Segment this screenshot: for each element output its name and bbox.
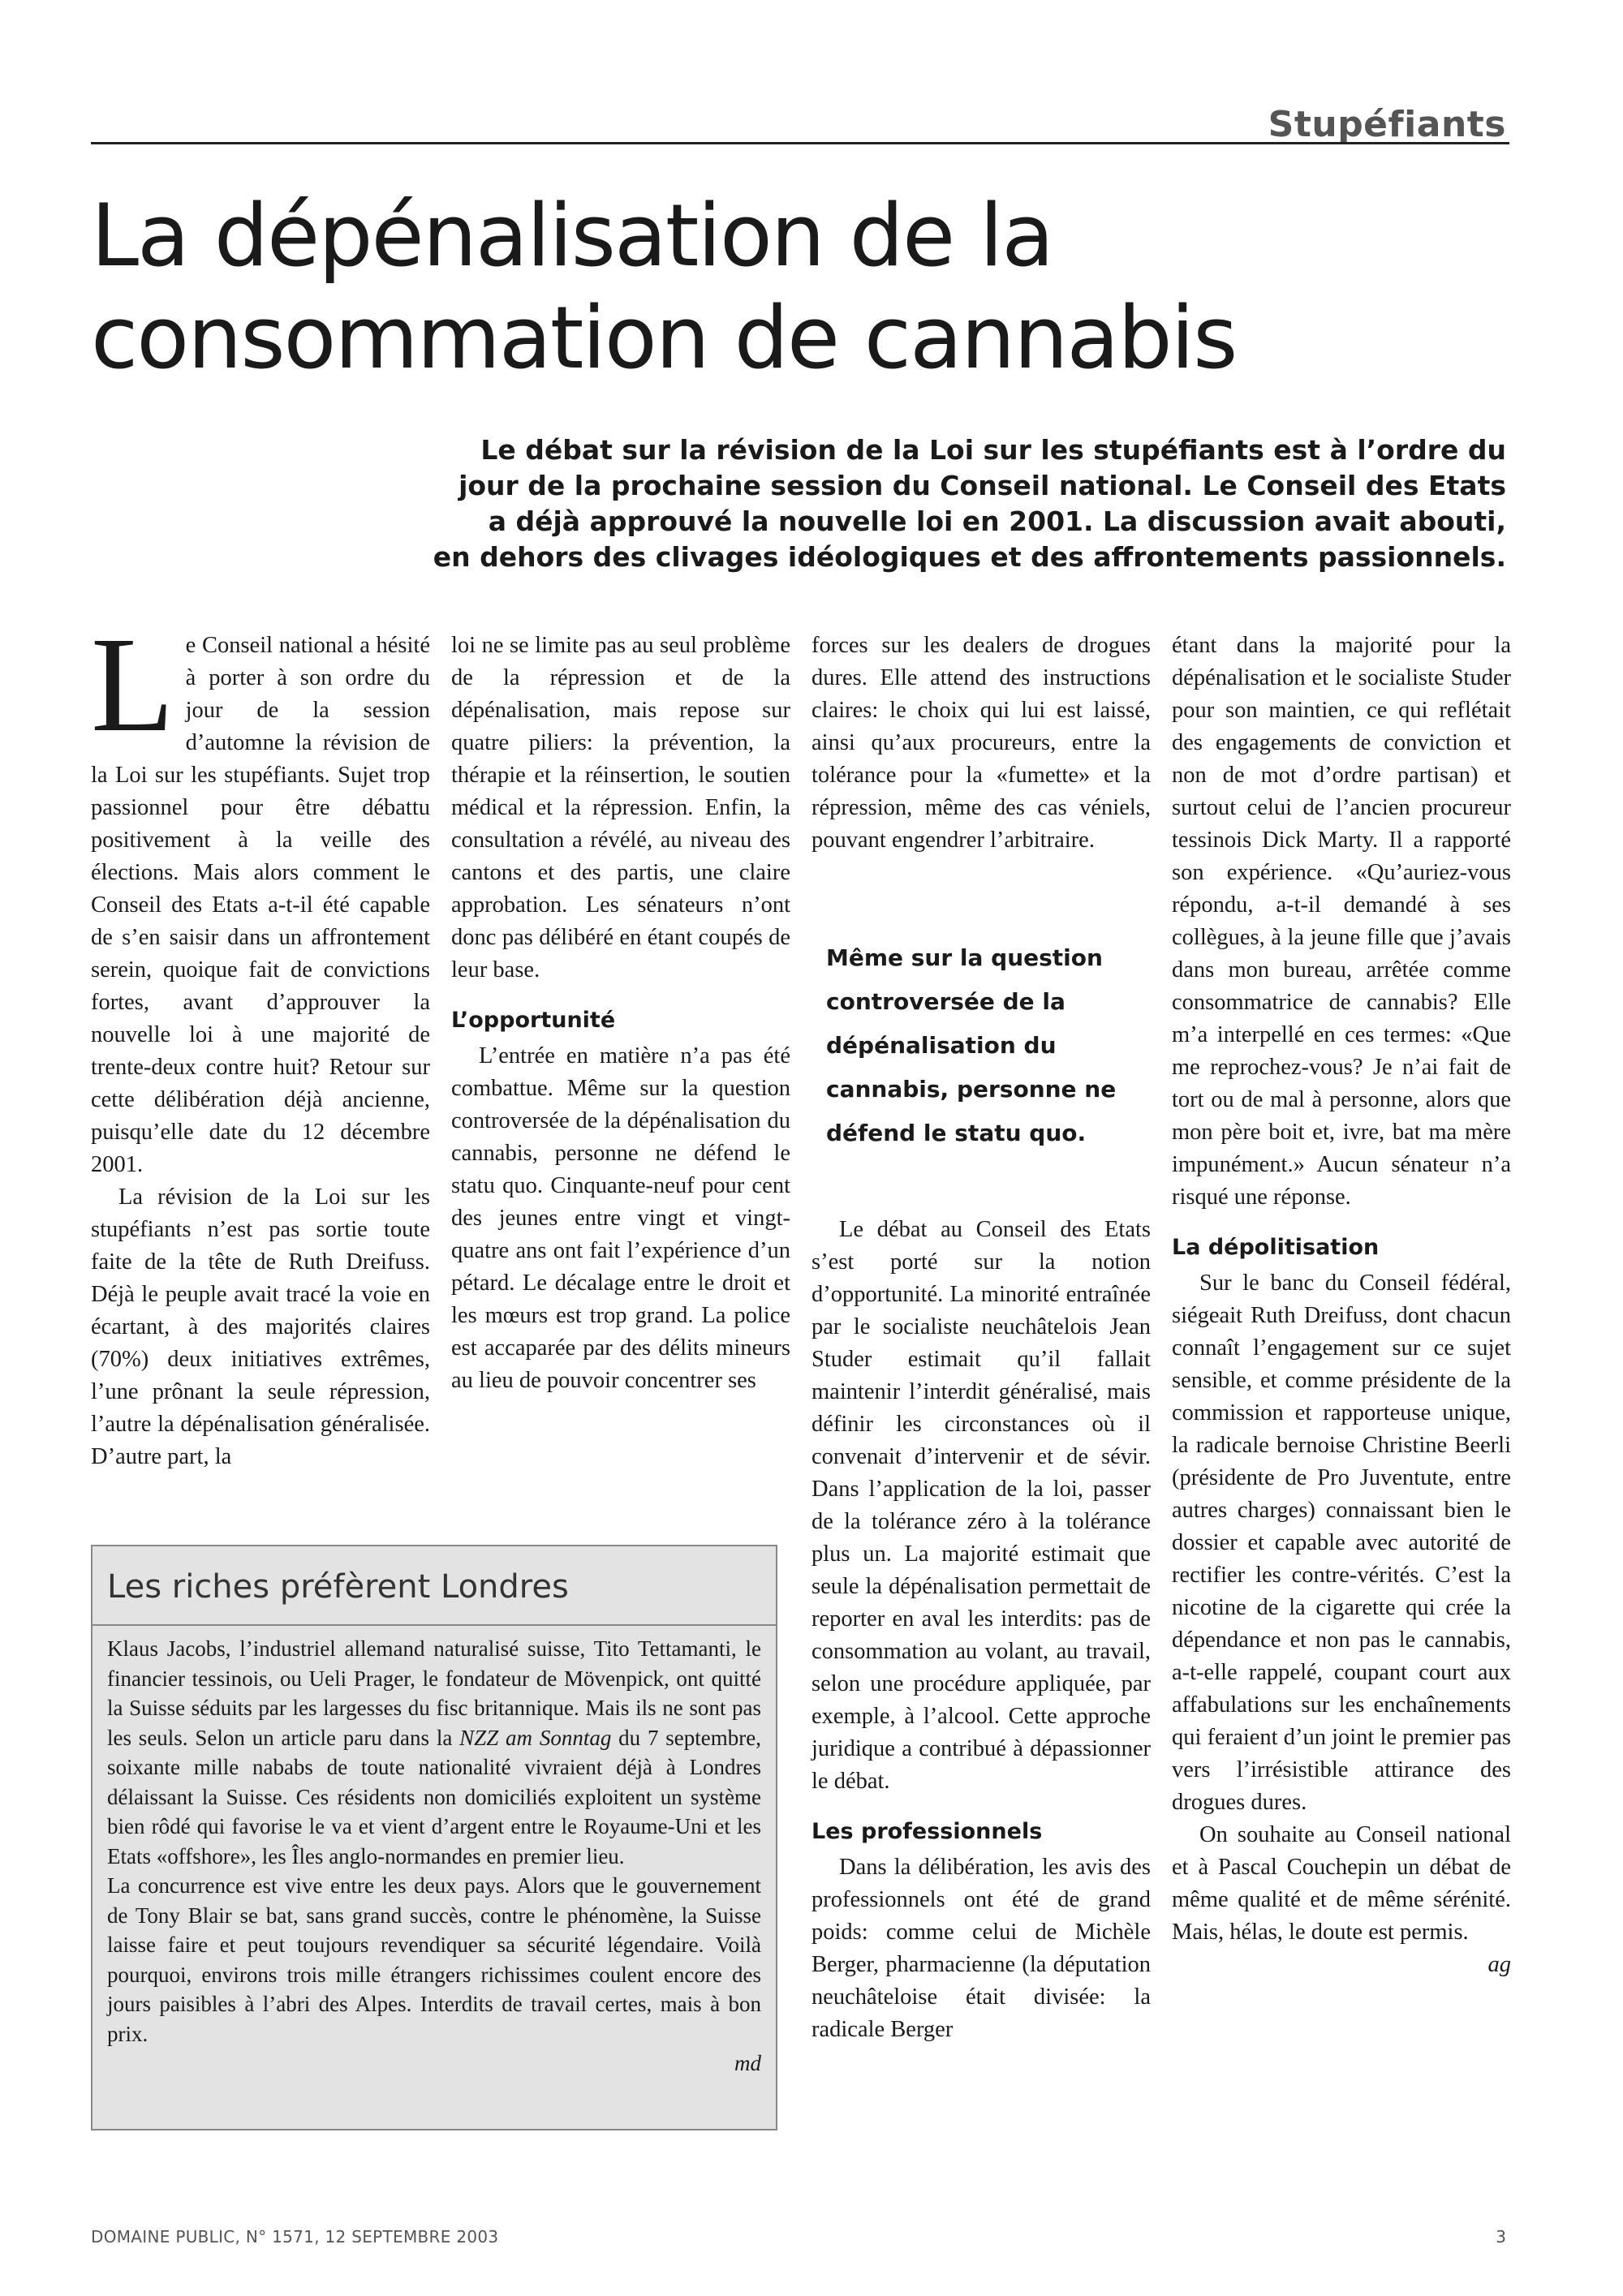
paragraph: e Conseil national a hésité à porter à son ordre du jour de la session d’automne la révision de la Loi sur les stupéfiants. Sujet trop passionnel pour être débattu positivement à la veille des élections. Mais alors comment le Conseil des Etats a-t-il été capable de s’en saisir dans un affrontement serein, quoique fait de convictions fortes, avant d’approuver la nouvelle loi à une majorité de trente-deux contre huit? Retour sur cette délibération déjà ancienne, puisqu’elle date du 12 décembre 2001. (91, 633, 430, 1177)
paragraph: Le débat au Conseil des Etats s’est porté sur la notion d’opportunité. La minorité entraînée par le socialiste neuchâtelois Jean Studer estimait qu’il fallait maintenir l’interdit généralisé, mais définir les circonstances où il convenait d’intervenir et de sévir. Dans l’application de la loi, passer de la tolérance zéro à la tolérance plus un. La majorité estimait que seule la dépénalisation permettait de reporter en aval les interdits: pas de consommation au volant, au travail, selon une procédure appliquée, par exemple, à l’alcool. Cette approche juridique a contribué à dépassionner le débat. (812, 1217, 1151, 1794)
lede-line: Le débat sur la révision de la Loi sur les stupéfiants est à l’ordre du (480, 434, 1506, 466)
paragraph: Dans la délibération, les avis des professionnels ont été de grand poids: comme celui de Michèle Berger, pharmacienne (la députation neuchâteloise était divisée: la radicale Berger (812, 1855, 1151, 2042)
drop-cap: L (91, 609, 174, 760)
paragraph: forces sur les dealers de drogues dures. Elle attend des instructions claires: le choix qui lui est laissé, ainsi qu’aux procureurs, entre la tolérance pour la «fumette» et la répression, même des cas véniels, pouvant engendrer l’arbitraire. (812, 633, 1151, 853)
sidebar-text: Klaus Jacobs, l’industriel allemand naturalisé suisse, Tito Tettamanti, le financier tessinois, ou Ueli Prager, le fondateur de Mövenpick, ont quitté la Suisse séduits par les largesses du fisc britannique. Mais ils ne sont pas les seuls. Selon un article paru dans la (107, 1636, 761, 1750)
header-rule (91, 142, 1509, 144)
paragraph: L’entrée en matière n’a pas été combattue. Même sur la question controversée de la dépénalisation du cannabis, personne ne défend le statu quo. Cinquante-neuf pour cent des jeunes entre vingt et vingt-quatre ans ont fait l’expérience d’un pétard. Le décalage entre le droit et les mœurs est trop grand. La police est accaparée par des délits mineurs au lieu de pouvoir concentrer ses (451, 1043, 790, 1393)
sidebar-text: du 7 septembre, soixante mille nababs de toute nationalité vivraient déjà à Londres délaissant la Suisse. Ces résidents non domiciliés exploitent un système bien rôdé qui favorise le va et vient d’argent entre le Royaume-Uni et les Etats «offshore», les Îles anglo-normandes en premier lieu. (107, 1725, 761, 1868)
source-citation: NZZ am Sonntag (459, 1725, 612, 1750)
subhead-depolitisation: La dépolitisation (1172, 1235, 1380, 1260)
page-number: 3 (1496, 2227, 1506, 2247)
lede-line: jour de la prochaine session du Conseil national. Le Conseil des Etats (458, 470, 1506, 501)
pull-quote: Même sur la question controversée de la dépénalisation du cannabis, personne ne défend le statu quo. (826, 944, 1117, 1146)
article-column-3 (812, 630, 1151, 2046)
publication-footer: DOMAINE PUBLIC, N° 1571, 12 SEPTEMBRE 2003 (91, 2227, 499, 2247)
author-initials: ag (1487, 1952, 1511, 1977)
paragraph (1172, 1819, 1511, 1981)
lede-line: a déjà approuvé la nouvelle loi en 2001. La discussion avait abouti, (488, 505, 1506, 537)
subhead-professionnels: Les professionnels (812, 1819, 1043, 1844)
paragraph: Sur le banc du Conseil fédéral, siégeait Ruth Dreifuss, dont chacun connaît l’engagement sur ce sujet sensible, et comme présidente de la commission et rapporteuse unique, la radicale bernoise Christine Beerli (présidente de Pro Juventute, entre autres charges) connaissant bien le dossier et capable avec autorité de rectifier les contre-vérités. C’est la nicotine de la cigarette qui crée la dépendance et non pas le cannabis, a-t-elle rappelé, coupant court aux affabulations sur les enchaînements qui feraient d’un joint le premier pas vers l’irrésistible attirance des drogues dures. (1172, 1271, 1511, 1815)
sidebar-box (91, 1545, 777, 2130)
article-column-1 (91, 609, 430, 1473)
paragraph: étant dans la majorité pour la dépénalisation et le socialiste Studer pour son maintien, ce qui reflétait des engagements de conviction et non de mot d’ordre partisan) et surtout celui de l’ancien procureur tessinois Dick Marty. Il a rapporté son expérience. «Qu’auriez-vous répondu, a-t-il demandé à ses collègues, à la jeune fille que j’avais dans mon bureau, arrêtée comme consommatrice de cannabis? Elle m’a interpellé en ces termes: «Que me reprochez-vous? Je n’ai fait de tort ou de mal à personne, alors que mon père boit et, ivre, bat ma mère impunément.» Aucun sénateur n’a risqué une réponse. (1172, 633, 1511, 1210)
paragraph: loi ne se limite pas au seul problème de la répression et de la dépénalisation, mais repose sur quatre piliers: la prévention, la thérapie et la réinsertion, le soutien médical et la répression. Enfin, la consultation a révélé, au niveau des cantons et des partis, une claire approbation. Les sénateurs n’ont donc pas délibéré en étant coupés de leur base. (451, 633, 790, 982)
lede-line: en dehors des clivages idéologiques et des affrontements passionnels. (433, 541, 1506, 573)
sidebar-paragraph (107, 1871, 761, 2079)
article-column-4 (1172, 630, 1511, 1981)
sidebar-initials: md (734, 2051, 761, 2075)
sidebar-title: Les riches préfèrent Londres (107, 1568, 569, 1606)
section-label: Stupéfiants (1268, 104, 1506, 145)
sidebar-paragraph (107, 1634, 761, 1871)
subhead-opportunite: L’opportunité (451, 1008, 616, 1033)
article-lede (354, 432, 1506, 575)
paragraph: La révision de la Loi sur les stupéfiants n’est pas sortie toute faite de la tête de Ruth Dreifuss. Déjà le peuple avait tracé la voie en écartant, à des majorités claires (70%) deux initiatives extrêmes, l’une prônant la seule répression, l’autre la dépénalisation généralisée. D’autre part, la (91, 1185, 430, 1469)
paragraph-text: On souhaite au Conseil national et à Pascal Couchepin un débat de même qualité et de même sérénité. Mais, hélas, le doute est permis. (1172, 1822, 1511, 1945)
sidebar-rule (93, 1624, 776, 1626)
article-column-2 (451, 630, 790, 1397)
sidebar-text: La concurrence est vive entre les deux pays. Alors que le gouvernement de Tony Blair se bat, sans grand succès, contre le phénomène, la Suisse laisse faire et peut toujours revendiquer sa sécurité légendaire. Voilà pourquoi, environs trois mille étrangers richissimes coulent encore des jours paisibles à l’abri des Alpes. Interdits de travail certes, mais à bon prix. (107, 1873, 761, 2046)
article-title: La dépénalisation de la consommation de cannabis (91, 186, 1237, 388)
